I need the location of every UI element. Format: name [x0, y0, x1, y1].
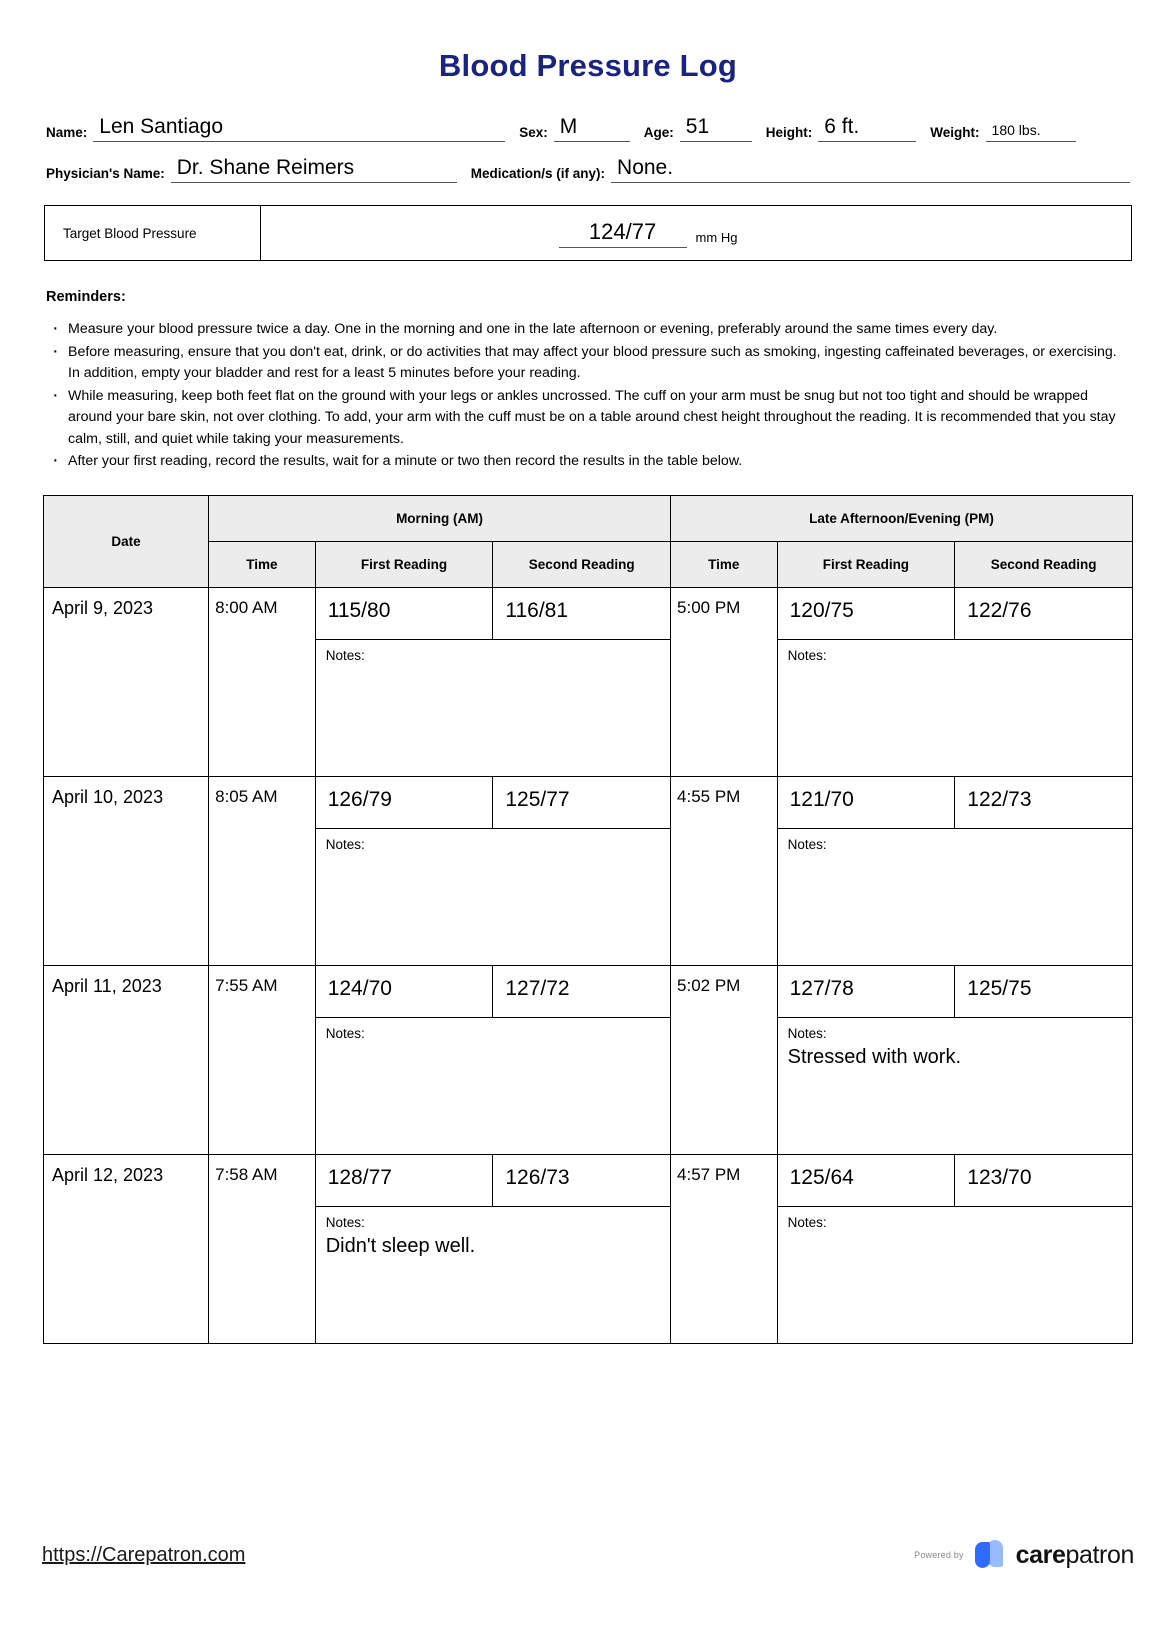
target-blood-pressure-unit: mm Hg [695, 229, 738, 245]
target-blood-pressure-box [44, 205, 1132, 261]
column-header-evening-group: Late Afternoon/Evening (PM) [671, 496, 1133, 542]
medication-field[interactable] [611, 155, 1130, 183]
column-header-pm-first-reading: First Reading [777, 542, 955, 588]
patient-info-row-1 [46, 114, 1130, 142]
pm-notes-label: Notes: [787, 1215, 827, 1231]
age-value: 51 [685, 115, 710, 138]
reminder-item: · Measure your blood pressure twice a day. One in the morning and one in the late afternoon or evening, preferably around the same times every day. [46, 319, 1130, 341]
cell-pm-first-reading[interactable]: 120/75 [777, 588, 955, 640]
column-header-morning-group: Morning (AM) [209, 496, 671, 542]
cell-am-second-reading[interactable]: 126/73 [493, 1155, 671, 1207]
cell-date[interactable]: April 11, 2023 [44, 966, 209, 1155]
cell-am-first-reading[interactable]: 128/77 [315, 1155, 493, 1207]
cell-date[interactable]: April 12, 2023 [44, 1155, 209, 1344]
age-label: Age: [643, 125, 674, 140]
table-row [44, 1155, 1133, 1207]
pm-notes-label: Notes: [787, 648, 827, 664]
sex-value: M [559, 115, 578, 138]
cell-pm-time[interactable]: 5:00 PM [671, 588, 778, 777]
cell-pm-time[interactable]: 4:55 PM [671, 777, 778, 966]
am-notes-label: Notes: [325, 1026, 365, 1042]
weight-value: 180 lbs. [991, 122, 1041, 138]
cell-am-first-reading[interactable]: 115/80 [315, 588, 493, 640]
column-header-am-first-reading: First Reading [315, 542, 493, 588]
cell-am-time[interactable]: 8:00 AM [209, 588, 316, 777]
cell-am-notes[interactable] [315, 1207, 670, 1344]
carepatron-website-link[interactable]: https://Carepatron.com [42, 1543, 246, 1566]
physician-value: Dr. Shane Reimers [176, 156, 355, 179]
age-field[interactable] [680, 114, 752, 142]
brand-name-light: patron [1065, 1540, 1134, 1569]
table-row [44, 777, 1133, 829]
cell-pm-notes[interactable] [777, 829, 1132, 966]
cell-pm-notes[interactable] [777, 640, 1132, 777]
cell-date[interactable]: April 10, 2023 [44, 777, 209, 966]
cell-am-second-reading[interactable]: 125/77 [493, 777, 671, 829]
cell-date[interactable]: April 9, 2023 [44, 588, 209, 777]
cell-am-first-reading[interactable]: 126/79 [315, 777, 493, 829]
name-field[interactable] [93, 114, 505, 142]
name-label: Name: [46, 125, 88, 140]
column-header-pm-second-reading: Second Reading [955, 542, 1133, 588]
name-value: Len Santiago [99, 115, 224, 138]
cell-pm-time[interactable]: 5:02 PM [671, 966, 778, 1155]
carepatron-logo-icon [973, 1538, 1007, 1572]
cell-am-second-reading[interactable]: 127/72 [493, 966, 671, 1018]
page-footer [42, 1538, 1134, 1572]
weight-label: Weight: [930, 125, 980, 140]
reminder-item: · After your first reading, record the results, wait for a minute or two then record the results in the table below. [46, 451, 1130, 473]
column-header-pm-time: Time [671, 542, 778, 588]
am-notes-label: Notes: [325, 1215, 365, 1231]
am-notes-label: Notes: [325, 837, 365, 853]
sex-field[interactable] [554, 114, 630, 142]
am-notes-text: Didn't sleep well. [325, 1235, 476, 1258]
physician-label: Physician's Name: [46, 166, 165, 181]
reminder-item: · Before measuring, ensure that you don't eat, drink, or do activities that may affect your blood pressure such as smoking, ingesting caffeinated beverages, or exercising. In addition, empty your bladder and rest for a least 5 minutes before your reading. [46, 342, 1130, 385]
height-value: 6 ft. [824, 115, 860, 138]
patient-info-block [46, 114, 1130, 183]
target-blood-pressure-value-cell[interactable] [261, 206, 1131, 260]
column-header-date: Date [44, 496, 209, 588]
cell-pm-time[interactable]: 4:57 PM [671, 1155, 778, 1344]
cell-am-time[interactable]: 7:58 AM [209, 1155, 316, 1344]
cell-pm-second-reading[interactable]: 123/70 [955, 1155, 1133, 1207]
cell-am-notes[interactable] [315, 640, 670, 777]
pm-notes-label: Notes: [787, 1026, 827, 1042]
cell-am-notes[interactable] [315, 829, 670, 966]
cell-pm-first-reading[interactable]: 127/78 [777, 966, 955, 1018]
reminders-list [46, 319, 1130, 473]
brand-name-bold: care [1015, 1540, 1066, 1569]
reminders-heading: Reminders: [46, 289, 126, 305]
cell-am-time[interactable]: 8:05 AM [209, 777, 316, 966]
target-blood-pressure-label: Target Blood Pressure [45, 206, 261, 260]
target-blood-pressure-value: 124/77 [559, 219, 687, 248]
pm-notes-text: Stressed with work. [787, 1046, 961, 1069]
table-body [44, 588, 1133, 1344]
patient-info-row-2 [46, 155, 1130, 183]
blood-pressure-log-table [43, 495, 1133, 1344]
cell-pm-first-reading[interactable]: 121/70 [777, 777, 955, 829]
pm-notes-label: Notes: [787, 837, 827, 853]
column-header-am-second-reading: Second Reading [493, 542, 671, 588]
brand-block [914, 1538, 1134, 1572]
reminder-item: · While measuring, keep both feet flat on the ground with your legs or ankles uncrossed. The cuff on your arm must be snug but not too tight and should be wrapped around your bare skin, not over clothing. To add, your arm with the cuff must be on a table around chest height throughout the reading. It is recommended that you stay calm, still, and quiet while taking your measurements. [46, 386, 1130, 451]
cell-am-time[interactable]: 7:55 AM [209, 966, 316, 1155]
table-row [44, 966, 1133, 1018]
physician-field[interactable] [171, 155, 457, 183]
cell-pm-first-reading[interactable]: 125/64 [777, 1155, 955, 1207]
cell-pm-second-reading[interactable]: 122/73 [955, 777, 1133, 829]
sex-label: Sex: [519, 125, 548, 140]
cell-pm-second-reading[interactable]: 122/76 [955, 588, 1133, 640]
cell-am-second-reading[interactable]: 116/81 [493, 588, 671, 640]
cell-pm-notes[interactable] [777, 1018, 1132, 1155]
cell-am-notes[interactable] [315, 1018, 670, 1155]
table-header-group-row [44, 496, 1133, 542]
table-row [44, 588, 1133, 640]
cell-am-first-reading[interactable]: 124/70 [315, 966, 493, 1018]
height-label: Height: [765, 125, 813, 140]
height-field[interactable] [818, 114, 916, 142]
column-header-am-time: Time [209, 542, 316, 588]
cell-pm-notes[interactable] [777, 1207, 1132, 1344]
cell-pm-second-reading[interactable]: 125/75 [955, 966, 1133, 1018]
page-title: Blood Pressure Log [438, 48, 738, 83]
medication-value: None. [617, 156, 674, 179]
powered-by-label: Powered by [914, 1550, 964, 1560]
medication-label: Medication/s (if any): [470, 166, 606, 181]
weight-field[interactable] [986, 114, 1076, 142]
am-notes-label: Notes: [325, 648, 365, 664]
brand-name [1016, 1541, 1134, 1570]
